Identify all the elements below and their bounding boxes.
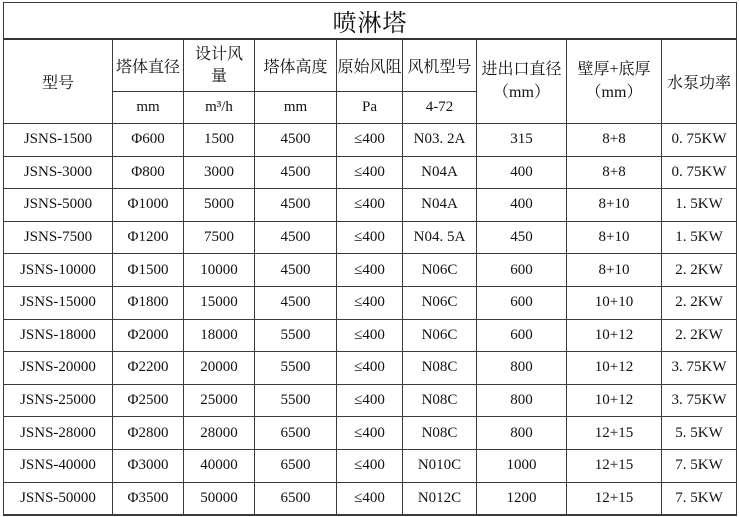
- cell-design-air-volume: 3000: [184, 156, 255, 189]
- cell-design-air-volume: 50000: [184, 482, 255, 515]
- cell-fan-model: N06C: [403, 254, 477, 287]
- cell-design-air-volume: 40000: [184, 449, 255, 482]
- cell-inlet-outlet-diameter: 315: [477, 124, 567, 157]
- cell-inlet-outlet-diameter: 800: [477, 384, 567, 417]
- cell-wall-bottom-thickness: 8+10: [567, 254, 662, 287]
- cell-wall-bottom-thickness: 10+12: [567, 319, 662, 352]
- cell-model: JSNS-1500: [4, 124, 113, 157]
- col-header-pump-power: 水泵功率: [662, 39, 737, 124]
- table-row: [4, 449, 737, 482]
- unit-tower-diameter: mm: [113, 92, 184, 124]
- cell-fan-model: N08C: [403, 417, 477, 450]
- cell-wall-bottom-thickness: 10+12: [567, 352, 662, 385]
- cell-tower-height: 4500: [255, 286, 337, 319]
- cell-tower-diameter: Φ1800: [113, 286, 184, 319]
- cell-model: JSNS-50000: [4, 482, 113, 515]
- cell-inlet-outlet-diameter: 450: [477, 221, 567, 254]
- cell-inlet-outlet-diameter: 600: [477, 286, 567, 319]
- cell-inlet-outlet-diameter: 400: [477, 189, 567, 222]
- cell-tower-height: 5500: [255, 384, 337, 417]
- cell-original-resistance: ≤400: [337, 319, 403, 352]
- table-row: [4, 254, 737, 287]
- cell-inlet-outlet-diameter: 1000: [477, 449, 567, 482]
- cell-pump-power: 7. 5KW: [662, 449, 737, 482]
- cell-wall-bottom-thickness: 8+8: [567, 124, 662, 157]
- col-header-wall-bottom-thickness: [567, 39, 662, 124]
- cell-inlet-outlet-diameter: 800: [477, 417, 567, 450]
- cell-tower-height: 4500: [255, 254, 337, 287]
- cell-original-resistance: ≤400: [337, 221, 403, 254]
- cell-tower-diameter: Φ3000: [113, 449, 184, 482]
- title-row: [4, 3, 737, 40]
- table-row: [4, 482, 737, 515]
- cell-tower-height: 4500: [255, 156, 337, 189]
- cell-wall-bottom-thickness: 8+10: [567, 221, 662, 254]
- cell-inlet-outlet-diameter: 600: [477, 319, 567, 352]
- cell-pump-power: 5. 5KW: [662, 417, 737, 450]
- cell-tower-height: 5500: [255, 319, 337, 352]
- cell-wall-bottom-thickness: 10+10: [567, 286, 662, 319]
- cell-tower-diameter: Φ3500: [113, 482, 184, 515]
- cell-model: JSNS-10000: [4, 254, 113, 287]
- cell-model: JSNS-3000: [4, 156, 113, 189]
- cell-pump-power: 7. 5KW: [662, 482, 737, 515]
- cell-tower-diameter: Φ2000: [113, 319, 184, 352]
- cell-inlet-outlet-diameter: 600: [477, 254, 567, 287]
- cell-pump-power: 0. 75KW: [662, 124, 737, 157]
- cell-tower-diameter: Φ800: [113, 156, 184, 189]
- cell-original-resistance: ≤400: [337, 384, 403, 417]
- table-header: [4, 3, 737, 124]
- cell-design-air-volume: 18000: [184, 319, 255, 352]
- cell-tower-diameter: Φ600: [113, 124, 184, 157]
- cell-original-resistance: ≤400: [337, 482, 403, 515]
- cell-original-resistance: ≤400: [337, 124, 403, 157]
- cell-inlet-outlet-diameter: 800: [477, 352, 567, 385]
- cell-original-resistance: ≤400: [337, 286, 403, 319]
- cell-fan-model: N08C: [403, 352, 477, 385]
- cell-design-air-volume: 1500: [184, 124, 255, 157]
- cell-model: JSNS-7500: [4, 221, 113, 254]
- col-header-model: 型号: [4, 39, 113, 124]
- cell-fan-model: N06C: [403, 319, 477, 352]
- cell-original-resistance: ≤400: [337, 156, 403, 189]
- cell-design-air-volume: 15000: [184, 286, 255, 319]
- table-row: [4, 352, 737, 385]
- col-header-tower-diameter: 塔体直径: [113, 39, 184, 92]
- cell-wall-bottom-thickness: 8+10: [567, 189, 662, 222]
- table-row: [4, 124, 737, 157]
- cell-pump-power: 2. 2KW: [662, 254, 737, 287]
- cell-original-resistance: ≤400: [337, 417, 403, 450]
- cell-wall-bottom-thickness: 8+8: [567, 156, 662, 189]
- cell-design-air-volume: 5000: [184, 189, 255, 222]
- unit-design-air-volume: m³/h: [184, 92, 255, 124]
- table-row: [4, 189, 737, 222]
- cell-tower-height: 4500: [255, 124, 337, 157]
- cell-wall-bottom-thickness: 12+15: [567, 449, 662, 482]
- cell-pump-power: 3. 75KW: [662, 352, 737, 385]
- cell-tower-height: 6500: [255, 449, 337, 482]
- cell-pump-power: 3. 75KW: [662, 384, 737, 417]
- cell-model: JSNS-40000: [4, 449, 113, 482]
- cell-wall-bottom-thickness: 10+12: [567, 384, 662, 417]
- cell-tower-diameter: Φ2800: [113, 417, 184, 450]
- cell-inlet-outlet-diameter: 1200: [477, 482, 567, 515]
- cell-model: JSNS-18000: [4, 319, 113, 352]
- cell-fan-model: N04A: [403, 156, 477, 189]
- cell-pump-power: 2. 2KW: [662, 319, 737, 352]
- cell-model: JSNS-25000: [4, 384, 113, 417]
- cell-tower-diameter: Φ2200: [113, 352, 184, 385]
- wall-bottom-unit: （mm）: [585, 83, 643, 101]
- cell-tower-height: 4500: [255, 221, 337, 254]
- cell-pump-power: 2. 2KW: [662, 286, 737, 319]
- cell-fan-model: N08C: [403, 384, 477, 417]
- inlet-outlet-unit: （mm）: [493, 83, 550, 101]
- header-row-labels: [4, 39, 737, 92]
- cell-design-air-volume: 28000: [184, 417, 255, 450]
- table-title: 喷淋塔: [4, 3, 737, 40]
- cell-fan-model: N010C: [403, 449, 477, 482]
- table-row: [4, 286, 737, 319]
- cell-fan-model: N06C: [403, 286, 477, 319]
- unit-original-resistance: Pa: [337, 92, 403, 124]
- cell-design-air-volume: 25000: [184, 384, 255, 417]
- cell-design-air-volume: 7500: [184, 221, 255, 254]
- inlet-outlet-label: 进出口直径: [481, 61, 562, 79]
- spec-table: [3, 2, 737, 516]
- unit-tower-height: mm: [255, 92, 337, 124]
- table-row: [4, 156, 737, 189]
- table-row: [4, 384, 737, 417]
- cell-tower-diameter: Φ1000: [113, 189, 184, 222]
- wall-bottom-label: 壁厚+底厚: [577, 61, 651, 79]
- col-header-inlet-outlet-diameter: [477, 39, 567, 124]
- cell-pump-power: 0. 75KW: [662, 156, 737, 189]
- cell-original-resistance: ≤400: [337, 189, 403, 222]
- col-header-original-resistance: 原始风阻: [337, 39, 403, 92]
- cell-pump-power: 1. 5KW: [662, 221, 737, 254]
- cell-model: JSNS-20000: [4, 352, 113, 385]
- cell-original-resistance: ≤400: [337, 352, 403, 385]
- cell-fan-model: N04A: [403, 189, 477, 222]
- cell-tower-diameter: Φ1500: [113, 254, 184, 287]
- col-header-tower-height: 塔体高度: [255, 39, 337, 92]
- cell-fan-model: N03. 2A: [403, 124, 477, 157]
- table-row: [4, 221, 737, 254]
- col-header-design-air-volume: 设计风量: [184, 39, 255, 92]
- cell-original-resistance: ≤400: [337, 254, 403, 287]
- table-row: [4, 417, 737, 450]
- cell-tower-height: 6500: [255, 482, 337, 515]
- cell-inlet-outlet-diameter: 400: [477, 156, 567, 189]
- unit-fan-model: 4-72: [403, 92, 477, 124]
- cell-wall-bottom-thickness: 12+15: [567, 417, 662, 450]
- cell-tower-diameter: Φ2500: [113, 384, 184, 417]
- cell-original-resistance: ≤400: [337, 449, 403, 482]
- cell-design-air-volume: 20000: [184, 352, 255, 385]
- cell-tower-height: 6500: [255, 417, 337, 450]
- cell-tower-height: 4500: [255, 189, 337, 222]
- cell-design-air-volume: 10000: [184, 254, 255, 287]
- table-row: [4, 319, 737, 352]
- col-header-fan-model: 风机型号: [403, 39, 477, 92]
- cell-model: JSNS-5000: [4, 189, 113, 222]
- cell-tower-height: 5500: [255, 352, 337, 385]
- cell-tower-diameter: Φ1200: [113, 221, 184, 254]
- cell-wall-bottom-thickness: 12+15: [567, 482, 662, 515]
- cell-model: JSNS-15000: [4, 286, 113, 319]
- cell-fan-model: N04. 5A: [403, 221, 477, 254]
- cell-pump-power: 1. 5KW: [662, 189, 737, 222]
- cell-model: JSNS-28000: [4, 417, 113, 450]
- table-body: [4, 124, 737, 516]
- cell-fan-model: N012C: [403, 482, 477, 515]
